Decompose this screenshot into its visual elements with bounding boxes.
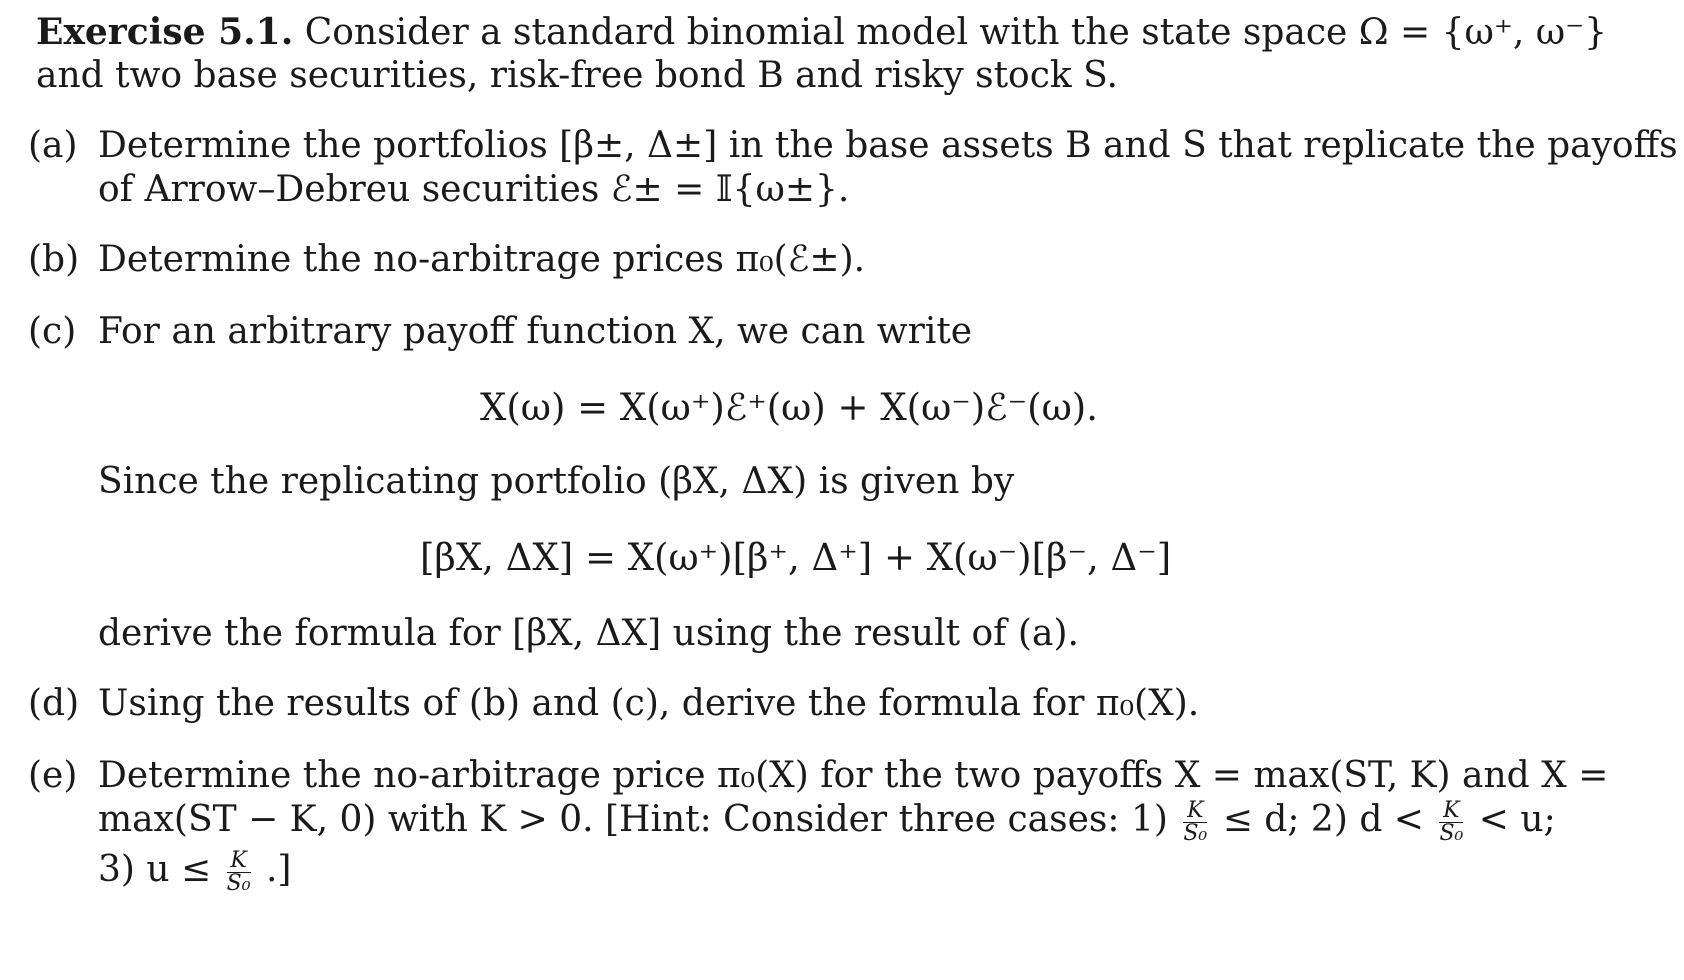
equation-replicating-portfolio: [βX, ΔX] = X(ω⁺)[β⁺, Δ⁺] + X(ω⁻)[β⁻, Δ⁻] [420,536,1172,579]
item-b-line-1: Determine the no-arbitrage prices π₀(ℰ±). [98,239,866,280]
item-e-label: (e) [28,755,78,796]
item-a-line-1: Determine the portfolios [β±, Δ±] in the base assets B and S that replicate the payoffs [98,125,1678,166]
item-d-label: (d) [28,683,80,724]
item-a-label: (a) [28,125,78,166]
item-c-line-1: For an arbitrary payoff function X, we can write [98,311,973,352]
item-e-line-3-b: .] [265,849,292,890]
intro-text-1: Consider a standard binomial model with the state space Ω = {ω⁺, ω⁻} [304,12,1608,53]
exercise-label: Exercise 5.1. [36,11,294,53]
item-c-mid-text: Since the replicating portfolio (βX, ΔX) is given by [98,461,1015,502]
item-e-line-3-a: 3) u ≤ [98,849,212,890]
intro-line-1 [36,10,1608,55]
item-d-line-1: Using the results of (b) and (c), derive the formula for π₀(X). [98,683,1200,724]
equation-payoff-decomposition: X(ω) = X(ω⁺)ℰ⁺(ω) + X(ω⁻)ℰ⁻(ω). [480,386,1098,429]
item-e-line-2-a: max(ST − K, 0) with K > 0. [Hint: Consider three cases: 1) [98,799,1168,840]
item-e-line-2-c: < u; [1478,799,1556,840]
fraction-k-over-s0-1: $\frac{K}{\text{S₀}}$ [1183,797,1208,846]
fraction-k-over-s0-3: $\frac{K}{\text{S₀}}$ [226,847,251,896]
item-e-line-2-b: ≤ d; 2) d < [1222,799,1424,840]
item-e-line-2 [98,798,1556,845]
item-b-label: (b) [28,239,80,280]
item-c-label: (c) [28,311,77,352]
item-e-line-3 [98,848,291,895]
item-c-end-text: derive the formula for [βX, ΔX] using the result of (a). [98,613,1079,654]
item-e-line-1: Determine the no-arbitrage price π₀(X) for the two payoffs X = max(ST, K) and X = [98,755,1609,796]
fraction-k-over-s0-2: $\frac{K}{\text{S₀}}$ [1439,797,1464,846]
intro-line-2: and two base securities, risk-free bond B and risky stock S. [36,55,1118,96]
item-a-line-2: of Arrow–Debreu securities ℰ± = 𝕀{ω±}. [98,169,850,210]
